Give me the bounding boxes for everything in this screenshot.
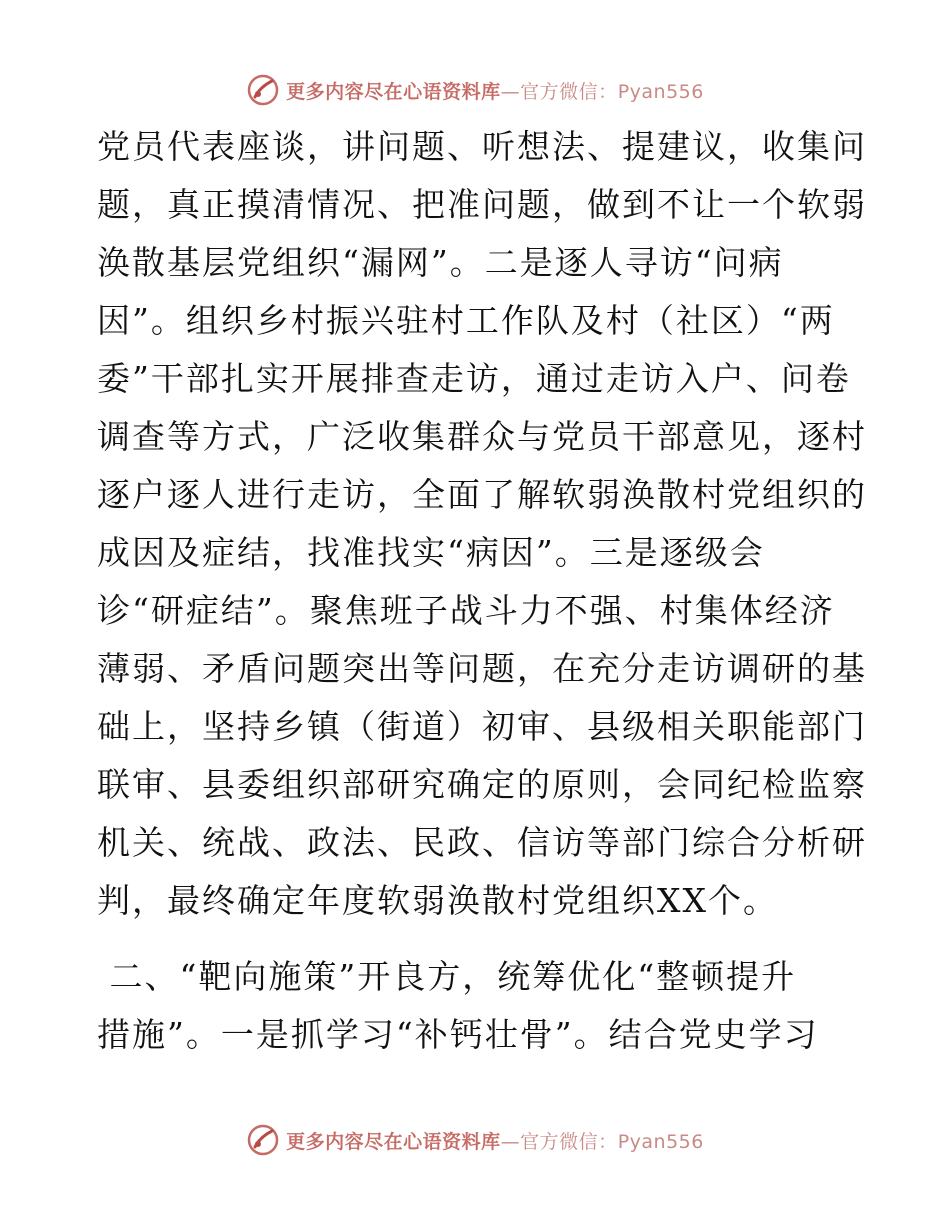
text-line: 党员代表座谈，讲问题、听想法、提建议，收集问	[97, 127, 867, 166]
watermark-wechat-id: Pyan556	[617, 80, 704, 103]
text-line: 联审、县委组织部研究确定的原则，会同纪检监察	[97, 765, 867, 804]
brush-logo-icon	[246, 1123, 280, 1157]
paragraph-1	[97, 118, 867, 930]
watermark-brand: 更多内容尽在心语资料库	[286, 80, 501, 103]
text-line: 委”干部扎实开展排查走访，通过走访入户、问卷	[97, 359, 851, 398]
watermark-text	[286, 77, 704, 104]
text-line: 涣散基层党组织“漏网”。二是逐人寻访“问病	[97, 243, 784, 282]
watermark-wechat-label: 官方微信：	[520, 80, 618, 103]
watermark-text	[286, 1127, 704, 1154]
text-line: 诊“研症结”。聚焦班子战斗力不强、村集体经济	[97, 591, 835, 630]
section-heading-line: 二、“靶向施策”开良方，统筹优化“整顿提升	[97, 957, 797, 996]
paragraph-2	[97, 948, 857, 1064]
watermark-wechat-id: Pyan556	[617, 1130, 704, 1153]
watermark-separator: —	[500, 80, 521, 103]
text-line: 机关、统战、政法、民政、信访等部门综合分析研	[97, 823, 867, 862]
header-watermark	[0, 70, 950, 110]
watermark-separator: —	[500, 1130, 521, 1153]
brush-logo-icon	[246, 73, 280, 107]
text-line: 成因及症结，找准找实“病因”。三是逐级会	[97, 533, 765, 572]
text-line: 础上，坚持乡镇（街道）初审、县级相关职能部门	[97, 707, 867, 746]
text-line: 因”。组织乡村振兴驻村工作队及村（社区）“两	[97, 301, 835, 340]
paragraph-gap	[97, 930, 857, 948]
document-body	[97, 118, 867, 1064]
text-line: 判，最终确定年度软弱涣散村党组织XX个。	[97, 881, 778, 920]
watermark-wechat-label: 官方微信：	[520, 1130, 618, 1153]
text-line: 调查等方式，广泛收集群众与党员干部意见，逐村	[97, 417, 867, 456]
footer-watermark	[0, 1120, 950, 1160]
text-line: 题，真正摸清情况、把准问题，做到不让一个软弱	[97, 185, 867, 224]
text-line: 措施”。一是抓学习“补钙壮骨”。结合党史学习	[97, 1015, 819, 1054]
watermark-brand: 更多内容尽在心语资料库	[286, 1130, 501, 1153]
text-line: 逐户逐人进行走访，全面了解软弱涣散村党组织的	[97, 475, 867, 514]
text-line: 薄弱、矛盾问题突出等问题，在充分走访调研的基	[97, 649, 867, 688]
